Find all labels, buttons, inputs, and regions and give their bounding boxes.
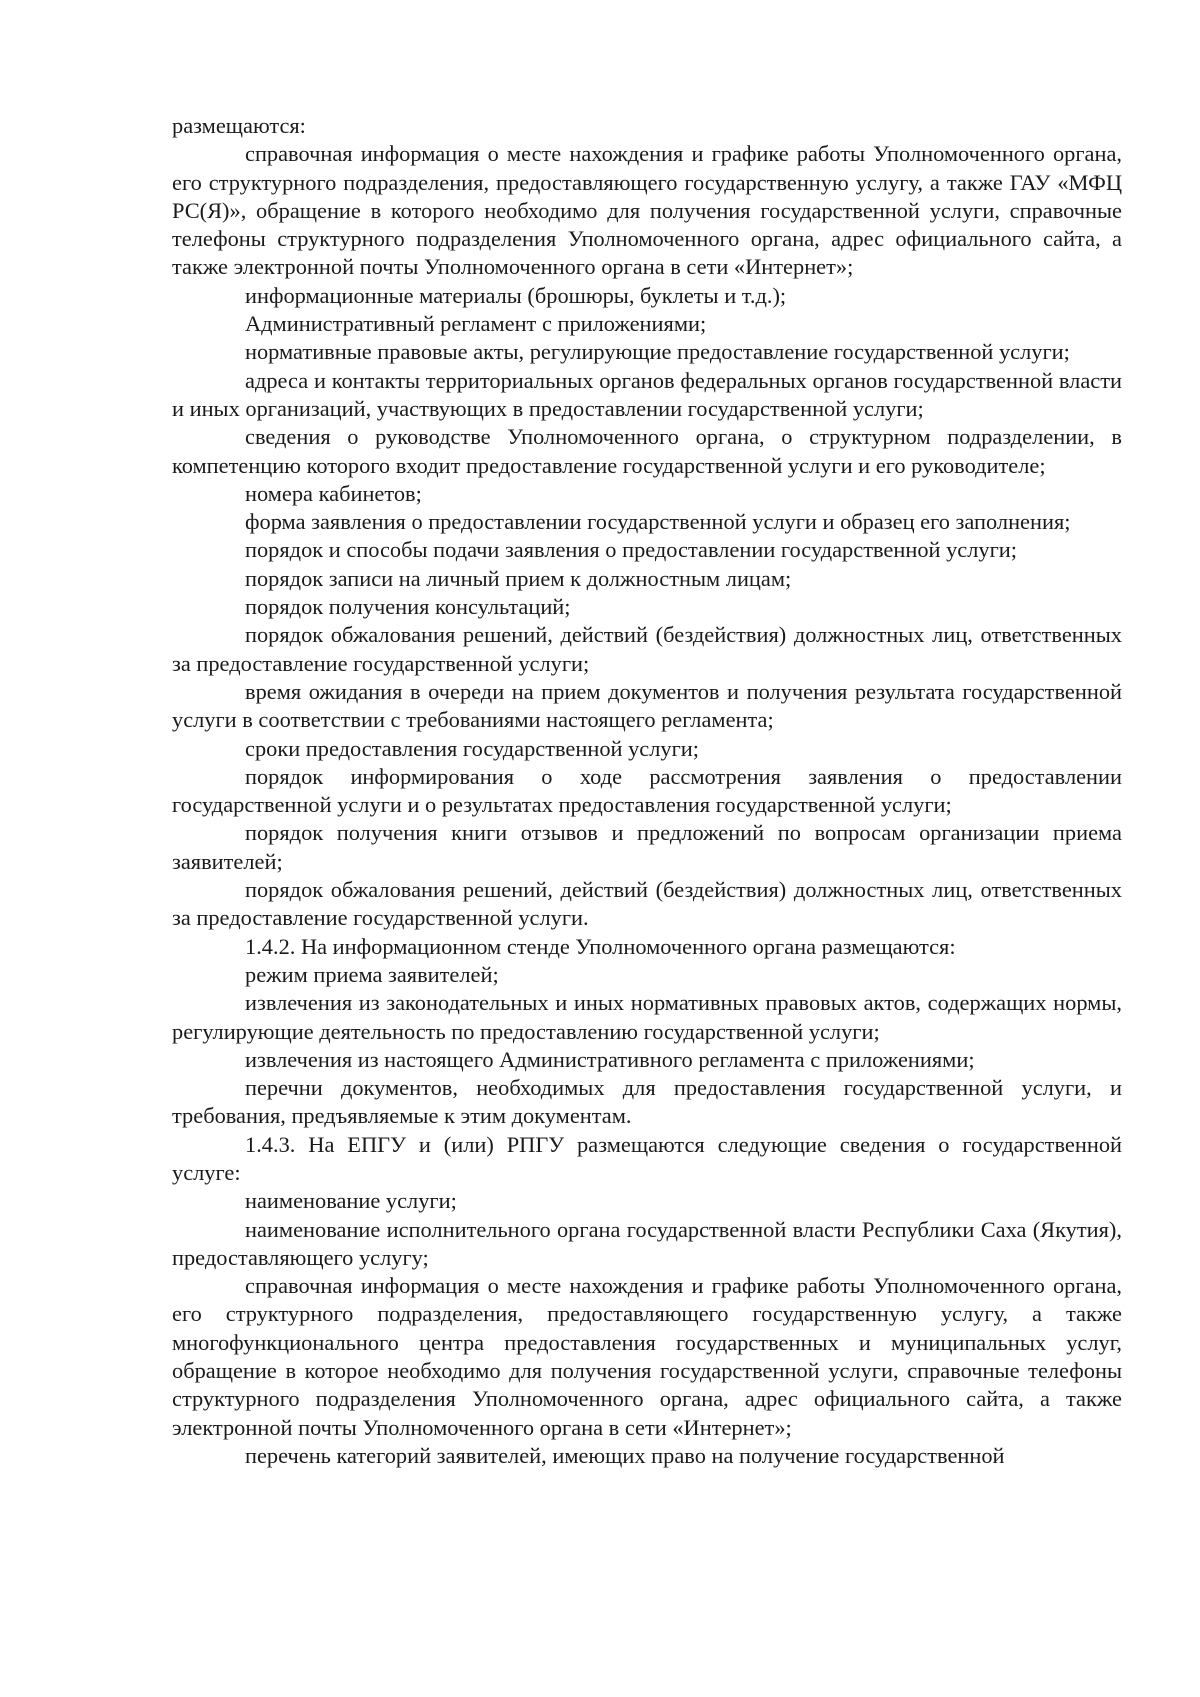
paragraph-continued: перечень категорий заявителей, имеющих право на получение государственной <box>245 1442 1005 1468</box>
paragraph: Административный регламент с приложениями; <box>245 311 707 337</box>
paragraph: адреса и контакты территориальных органов федеральных органов государственной власти и иных организаций, участвующих в предоставлении государственной услуги; <box>172 367 1122 421</box>
paragraph: извлечения из законодательных и иных нормативных правовых актов, содержащих нормы, регулирующие деятельность по предоставлению государственной услуги; <box>172 990 1122 1044</box>
paragraph: номера кабинетов; <box>245 480 422 506</box>
paragraph: нормативные правовые акты, регулирующие предоставление государственной услуги; <box>245 339 1070 365</box>
paragraph: наименование услуги; <box>245 1188 457 1214</box>
paragraph: порядок информирования о ходе рассмотрения заявления о предоставлении государственной услуги и о результатах предоставления государственной услуги; <box>172 763 1122 818</box>
section-heading-1-4-2: 1.4.2. На информационном стенде Уполномоченного органа размещаются: <box>245 933 956 959</box>
paragraph: порядок обжалования решений, действий (бездействия) должностных лиц, ответственных за предоставление государственной услуги. <box>172 877 1122 931</box>
section-heading-1-4-3: 1.4.3. На ЕПГУ и (или) РПГУ размещаются следующие сведения о государственной услуге: <box>172 1131 1122 1185</box>
paragraph: время ожидания в очереди на прием документов и получения результата государственной услуги в соответствии с требованиями настоящего регламента; <box>172 678 1122 733</box>
paragraph: порядок и способы подачи заявления о предоставлении государственной услуги; <box>245 537 1017 563</box>
paragraph: извлечения из настоящего Административного регламента с приложениями; <box>245 1046 975 1072</box>
paragraph: справочная информация о месте нахождения и графике работы Уполномоченного органа, его структурного подразделения, предоставляющего государственную услугу, а также многофункционального центра предоставления государственных и муниципальных услуг, обращение в которое необходимо для получения государственной услуги, справочные телефоны структурного подразделения Уполномоченного органа, адрес официального сайта, а также электронной почты Уполномоченного органа в сети «Интернет»; <box>172 1273 1122 1440</box>
paragraph: информационные материалы (брошюры, буклеты и т.д.); <box>245 282 787 308</box>
paragraph: порядок получения консультаций; <box>245 594 571 620</box>
paragraph: справочная информация о месте нахождения и графике работы Уполномоченного органа, его структурного подразделения, предоставляющего государственную услугу, а также ГАУ «МФЦ РС(Я)», обращение в которого необходимо для получения государственной услуги, справочные телефоны структурного подразделения Уполномоченного органа, адрес официального сайта, а также электронной почты Уполномоченного органа в сети «Интернет»; <box>172 141 1122 280</box>
document-page <box>172 112 1122 1470</box>
paragraph: перечни документов, необходимых для предоставления государственной услуги, и требования, предъявляемые к этим документам. <box>172 1075 1122 1129</box>
paragraph: порядок обжалования решений, действий (бездействия) должностных лиц, ответственных за предоставление государственной услуги; <box>172 622 1122 676</box>
paragraph: сведения о руководстве Уполномоченного органа, о структурном подразделении, в компетенцию которого входит предоставление государственной услуги и его руководителе; <box>172 424 1122 478</box>
paragraph: сроки предоставления государственной услуги; <box>245 735 699 761</box>
paragraph: наименование исполнительного органа государственной власти Республики Саха (Якутия), предоставляющего услугу; <box>172 1216 1122 1270</box>
paragraph: режим приема заявителей; <box>245 961 499 987</box>
paragraph: размещаются: <box>172 113 306 138</box>
paragraph: порядок получения книги отзывов и предложений по вопросам организации приема заявителей; <box>172 820 1122 874</box>
paragraph: форма заявления о предоставлении государственной услуги и образец его заполнения; <box>245 509 1071 535</box>
paragraph: порядок записи на личный прием к должностным лицам; <box>245 565 792 591</box>
